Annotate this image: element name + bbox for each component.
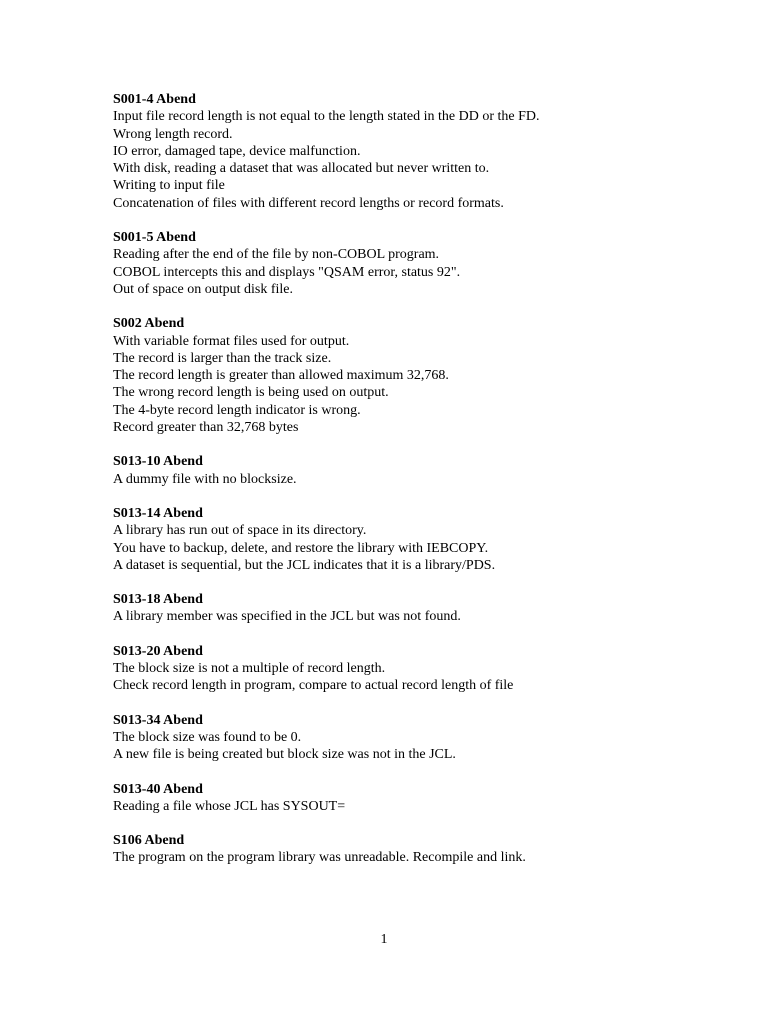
page-number: 1 [380, 932, 388, 947]
body-line: Record greater than 32,768 bytes [113, 420, 299, 436]
section-heading: S013-34 Abend [113, 712, 203, 728]
body-line: A dataset is sequential, but the JCL indicates that it is a library/PDS. [113, 557, 496, 573]
section-s013-18 [113, 591, 713, 626]
body-line: Writing to input file [113, 178, 225, 194]
section-heading: S002 Abend [113, 316, 185, 332]
body-line: The wrong record length is being used on output. [113, 385, 389, 401]
body-line: The block size was found to be 0. [113, 729, 302, 745]
body-line: Input file record length is not equal to the length stated in the DD or the FD. [113, 109, 540, 125]
section-s013-10 [113, 453, 713, 488]
body-line: The record length is greater than allowed maximum 32,768. [113, 368, 449, 384]
body-line: Reading a file whose JCL has SYSOUT= [113, 798, 346, 814]
body-line: You have to backup, delete, and restore the library with IEBCOPY. [113, 540, 489, 556]
section-heading: S013-18 Abend [113, 592, 203, 608]
body-line: A dummy file with no blocksize. [113, 471, 297, 487]
section-s013-40 [113, 781, 713, 816]
body-line: A library member was specified in the JCL but was not found. [113, 609, 461, 625]
body-line: The program on the program library was unreadable. Recompile and link. [113, 850, 526, 866]
body-line: Out of space on output disk file. [113, 281, 294, 297]
body-line: The block size is not a multiple of record length. [113, 661, 386, 677]
body-line: COBOL intercepts this and displays "QSAM error, status 92". [113, 264, 461, 280]
body-line: IO error, damaged tape, device malfunction. [113, 143, 361, 159]
section-heading: S013-14 Abend [113, 505, 203, 521]
section-heading: S013-10 Abend [113, 454, 203, 470]
section-s013-20 [113, 643, 713, 695]
section-heading: S001-5 Abend [113, 230, 196, 246]
section-heading: S106 Abend [113, 833, 185, 849]
body-line: With variable format files used for output. [113, 333, 350, 349]
section-s013-14 [113, 505, 713, 574]
section-s001-5 [113, 229, 713, 298]
section-s013-34 [113, 712, 713, 764]
body-line: Wrong length record. [113, 126, 233, 142]
body-line: A library has run out of space in its directory. [113, 523, 367, 539]
document-body [113, 91, 713, 884]
section-s002 [113, 315, 713, 436]
body-line: The 4-byte record length indicator is wrong. [113, 402, 361, 418]
body-line: A new file is being created but block size was not in the JCL. [113, 747, 456, 763]
body-line: With disk, reading a dataset that was allocated but never written to. [113, 161, 490, 177]
body-line: Check record length in program, compare to actual record length of file [113, 678, 514, 694]
section-s001-4 [113, 91, 713, 212]
section-heading: S013-20 Abend [113, 643, 203, 659]
body-line: Reading after the end of the file by non-COBOL program. [113, 247, 440, 263]
section-heading: S001-4 Abend [113, 92, 196, 107]
section-heading: S013-40 Abend [113, 781, 203, 797]
body-line: The record is larger than the track size. [113, 350, 332, 366]
section-s106 [113, 832, 713, 867]
body-line: Concatenation of files with different record lengths or record formats. [113, 195, 504, 211]
